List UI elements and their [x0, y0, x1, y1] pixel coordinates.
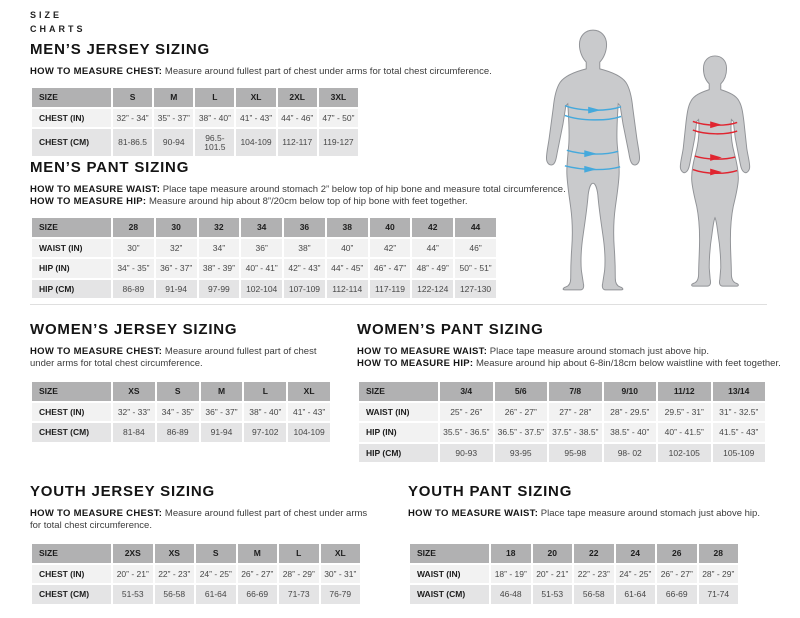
female-figure-illustration — [662, 54, 768, 290]
size-value: 30” - 31” — [321, 565, 361, 584]
size-value: 112-114 — [327, 280, 368, 299]
howto-text: Measure around fullest part of chest under arms for total chest circumference. — [164, 66, 492, 77]
size-value: 61-64 — [196, 585, 236, 604]
table-row — [32, 129, 358, 156]
size-value: 71-73 — [279, 585, 319, 604]
size-value: 24” - 25” — [616, 565, 656, 584]
size-value: 38” - 40” — [195, 109, 234, 128]
howto-text: Place tape measure around stomach 2” below top of hip bone and measure total circumference. — [162, 184, 566, 195]
size-value: 29.5” - 31” — [658, 403, 711, 422]
section-divider — [30, 304, 767, 305]
youth-pant-section — [408, 484, 795, 606]
size-value: 86-89 — [157, 423, 199, 442]
size-value: 97-99 — [199, 280, 240, 299]
youth-pant-table — [408, 542, 740, 606]
row-label: HIP (IN) — [359, 423, 438, 442]
howto-line — [357, 346, 795, 358]
size-value: 107-109 — [284, 280, 325, 299]
size-value: 44” — [412, 239, 453, 258]
female-body-silhouette — [662, 54, 768, 295]
mens-pant-section — [30, 160, 770, 300]
mens-pant-table — [30, 216, 498, 300]
size-value: 20” - 21” — [533, 565, 573, 584]
size-value: 51-53 — [113, 585, 153, 604]
size-value: 40” - 41” — [241, 259, 282, 278]
column-header: 11/12 — [658, 382, 711, 401]
section-title: MEN’S JERSEY SIZING — [30, 41, 210, 58]
size-value: 20” - 21” — [113, 565, 153, 584]
size-value: 22” - 23” — [155, 565, 195, 584]
size-value: 122-124 — [412, 280, 453, 299]
column-header: XL — [288, 382, 330, 401]
column-header: SIZE — [359, 382, 438, 401]
size-value: 40” — [327, 239, 368, 258]
size-value: 112-117 — [278, 129, 317, 156]
size-value: 90-94 — [154, 129, 193, 156]
size-value: 105-109 — [713, 444, 766, 463]
howto-label: HOW TO MEASURE WAIST: — [408, 508, 539, 519]
column-header: 22 — [574, 544, 614, 563]
howto-line — [30, 196, 770, 208]
column-header: S — [113, 88, 152, 107]
page-title: SIZE CHARTS — [30, 10, 86, 34]
size-value: 38.5” - 40” — [604, 423, 657, 442]
male-body-outline — [546, 30, 639, 290]
size-value: 119-127 — [319, 129, 358, 156]
table-header-row — [32, 218, 496, 237]
size-value: 76-79 — [321, 585, 361, 604]
column-header: L — [244, 382, 286, 401]
howto-block — [30, 346, 342, 372]
column-header: 24 — [616, 544, 656, 563]
column-header: 2XS — [113, 544, 153, 563]
size-value: 41” - 43” — [288, 403, 330, 422]
size-value: 81-86.5 — [113, 129, 152, 156]
column-header: 3XL — [319, 88, 358, 107]
size-value: 48” - 49” — [412, 259, 453, 278]
section-title: WOMEN’S JERSEY SIZING — [30, 321, 238, 338]
size-value: 26” - 27” — [495, 403, 548, 422]
column-header: 13/14 — [713, 382, 766, 401]
table-row — [32, 585, 360, 604]
size-value: 26” - 27” — [238, 565, 278, 584]
size-value: 86-89 — [113, 280, 154, 299]
size-value: 28” - 29” — [699, 565, 739, 584]
howto-line — [30, 508, 380, 532]
size-value: 41” - 43” — [236, 109, 275, 128]
size-value: 44” - 46” — [278, 109, 317, 128]
size-value: 36” - 37” — [156, 259, 197, 278]
size-value: 66-69 — [238, 585, 278, 604]
size-value: 26” - 27” — [657, 565, 697, 584]
column-header: 7/8 — [549, 382, 602, 401]
mens-jersey-table — [30, 86, 360, 158]
column-header: L — [195, 88, 234, 107]
row-label: HIP (CM) — [359, 444, 438, 463]
size-value: 93-95 — [495, 444, 548, 463]
column-header: 38 — [327, 218, 368, 237]
howto-label: HOW TO MEASURE HIP: — [30, 196, 147, 207]
table-row — [359, 403, 765, 422]
column-header: 26 — [657, 544, 697, 563]
howto-line — [357, 358, 795, 370]
row-label: WAIST (IN) — [359, 403, 438, 422]
size-value: 22” - 23” — [574, 565, 614, 584]
column-header: S — [196, 544, 236, 563]
size-value: 25” - 26” — [440, 403, 493, 422]
size-value: 41.5” - 43” — [713, 423, 766, 442]
column-header: M — [201, 382, 243, 401]
size-value: 38” — [284, 239, 325, 258]
table-header-row — [410, 544, 738, 563]
size-value: 18” - 19” — [491, 565, 531, 584]
size-value: 50” - 51” — [455, 259, 496, 278]
column-header: 9/10 — [604, 382, 657, 401]
row-label: HIP (IN) — [32, 259, 111, 278]
womens-pant-table — [357, 380, 767, 464]
row-label: CHEST (IN) — [32, 565, 111, 584]
row-label: WAIST (IN) — [410, 565, 489, 584]
size-value: 34” — [199, 239, 240, 258]
row-label: CHEST (IN) — [32, 109, 111, 128]
howto-label: HOW TO MEASURE CHEST: — [30, 346, 163, 357]
column-header: 3/4 — [440, 382, 493, 401]
womens-jersey-table — [30, 380, 332, 444]
column-header: 34 — [241, 218, 282, 237]
column-header: 44 — [455, 218, 496, 237]
row-label: HIP (CM) — [32, 280, 111, 299]
column-header: S — [157, 382, 199, 401]
table-header-row — [359, 382, 765, 401]
howto-block — [357, 346, 795, 372]
table-header-row — [32, 88, 358, 107]
size-value: 117-119 — [370, 280, 411, 299]
size-value: 91-94 — [156, 280, 197, 299]
size-value: 104-109 — [236, 129, 275, 156]
size-value: 37.5” - 38.5” — [549, 423, 602, 442]
youth-jersey-table — [30, 542, 362, 606]
size-value: 34” - 35” — [157, 403, 199, 422]
size-value: 31” - 32.5” — [713, 403, 766, 422]
howto-text: Measure around hip about 8”/20cm below top of hip bone with feet together. — [149, 196, 468, 207]
size-value: 34” - 35” — [113, 259, 154, 278]
size-value: 61-64 — [616, 585, 656, 604]
size-value: 102-105 — [658, 444, 711, 463]
column-header: 32 — [199, 218, 240, 237]
size-value: 98- 02 — [604, 444, 657, 463]
size-value: 90-93 — [440, 444, 493, 463]
table-row — [410, 565, 738, 584]
table-row — [410, 585, 738, 604]
size-value: 35.5” - 36.5” — [440, 423, 493, 442]
mens-jersey-section — [30, 42, 530, 158]
howto-label: HOW TO MEASURE WAIST: — [30, 184, 161, 195]
column-header: SIZE — [32, 544, 111, 563]
size-value: 38” - 40” — [244, 403, 286, 422]
column-header: SIZE — [32, 382, 111, 401]
column-header: SIZE — [410, 544, 489, 563]
column-header: 28 — [113, 218, 154, 237]
table-row — [32, 239, 496, 258]
column-header: XL — [321, 544, 361, 563]
table-row — [32, 259, 496, 278]
howto-text: Measure around hip about 6-8in/18cm below waistline with feet together. — [476, 358, 781, 369]
row-label: WAIST (IN) — [32, 239, 111, 258]
table-row — [32, 423, 330, 442]
size-value: 44” - 45” — [327, 259, 368, 278]
size-value: 66-69 — [657, 585, 697, 604]
male-figure-illustration — [530, 28, 656, 292]
howto-line — [408, 508, 795, 520]
size-value: 95-98 — [549, 444, 602, 463]
howto-text: Place tape measure around stomach just above hip. — [540, 508, 760, 519]
table-row — [32, 109, 358, 128]
size-value: 32” - 33” — [113, 403, 155, 422]
column-header: 2XL — [278, 88, 317, 107]
table-row — [359, 444, 765, 463]
row-label: CHEST (CM) — [32, 423, 111, 442]
howto-block — [30, 184, 770, 208]
row-label: CHEST (CM) — [32, 585, 111, 604]
size-value: 42” — [370, 239, 411, 258]
size-value: 40” - 41.5” — [658, 423, 711, 442]
size-value: 32” — [156, 239, 197, 258]
section-title: MEN’S PANT SIZING — [30, 159, 190, 176]
male-body-silhouette — [530, 28, 656, 297]
column-header: M — [154, 88, 193, 107]
size-value: 28” - 29” — [279, 565, 319, 584]
column-header: 30 — [156, 218, 197, 237]
size-value: 56-58 — [155, 585, 195, 604]
howto-line — [30, 66, 530, 78]
row-label: CHEST (CM) — [32, 129, 111, 156]
size-value: 97-102 — [244, 423, 286, 442]
size-value: 35” - 37” — [154, 109, 193, 128]
size-value: 91-94 — [201, 423, 243, 442]
size-value: 102-104 — [241, 280, 282, 299]
howto-text: Measure around fullest part of chest under arms for total chest circumference. — [30, 346, 317, 369]
size-value: 36.5” - 37.5” — [495, 423, 548, 442]
column-header: XS — [113, 382, 155, 401]
size-value: 46” — [455, 239, 496, 258]
howto-label: HOW TO MEASURE CHEST: — [30, 66, 163, 77]
column-header: XS — [155, 544, 195, 563]
column-header: 20 — [533, 544, 573, 563]
section-title: YOUTH JERSEY SIZING — [30, 483, 215, 500]
size-value: 46-48 — [491, 585, 531, 604]
section-title: YOUTH PANT SIZING — [408, 483, 573, 500]
howto-text: Place tape measure around stomach just above hip. — [489, 346, 709, 357]
size-value: 104-109 — [288, 423, 330, 442]
column-header: 28 — [699, 544, 739, 563]
youth-jersey-section — [30, 484, 380, 606]
section-title: WOMEN’S PANT SIZING — [357, 321, 544, 338]
row-label: WAIST (CM) — [410, 585, 489, 604]
size-value: 24” - 25” — [196, 565, 236, 584]
womens-pant-section — [357, 322, 795, 464]
size-value: 47” - 50” — [319, 109, 358, 128]
column-header: SIZE — [32, 88, 111, 107]
column-header: 18 — [491, 544, 531, 563]
size-value: 51-53 — [533, 585, 573, 604]
table-header-row — [32, 382, 330, 401]
size-value: 96.5-101.5 — [195, 129, 234, 156]
table-row — [359, 423, 765, 442]
column-header: M — [238, 544, 278, 563]
size-value: 71-74 — [699, 585, 739, 604]
howto-line — [30, 184, 770, 196]
size-value: 36” — [241, 239, 282, 258]
size-value: 32” - 34” — [113, 109, 152, 128]
table-row — [32, 403, 330, 422]
size-value: 38” - 39” — [199, 259, 240, 278]
howto-text: Measure around fullest part of chest under arms for total chest circumference. — [30, 508, 368, 531]
womens-jersey-section — [30, 322, 342, 444]
howto-block — [30, 508, 380, 534]
size-value: 42” - 43” — [284, 259, 325, 278]
howto-block — [30, 66, 530, 78]
column-header: XL — [236, 88, 275, 107]
column-header: L — [279, 544, 319, 563]
howto-label: HOW TO MEASURE CHEST: — [30, 508, 163, 519]
size-value: 36” - 37” — [201, 403, 243, 422]
size-value: 30” — [113, 239, 154, 258]
column-header: 40 — [370, 218, 411, 237]
size-value: 56-58 — [574, 585, 614, 604]
table-row — [32, 280, 496, 299]
size-value: 28” - 29.5” — [604, 403, 657, 422]
table-row — [32, 565, 360, 584]
size-value: 27” - 28” — [549, 403, 602, 422]
howto-label: HOW TO MEASURE WAIST: — [357, 346, 488, 357]
size-value: 127-130 — [455, 280, 496, 299]
column-header: 42 — [412, 218, 453, 237]
column-header: 36 — [284, 218, 325, 237]
howto-block — [408, 508, 795, 534]
size-value: 81-84 — [113, 423, 155, 442]
column-header: 5/6 — [495, 382, 548, 401]
row-label: CHEST (IN) — [32, 403, 111, 422]
howto-label: HOW TO MEASURE HIP: — [357, 358, 474, 369]
howto-line — [30, 346, 342, 370]
size-value: 46” - 47” — [370, 259, 411, 278]
table-header-row — [32, 544, 360, 563]
column-header: SIZE — [32, 218, 111, 237]
